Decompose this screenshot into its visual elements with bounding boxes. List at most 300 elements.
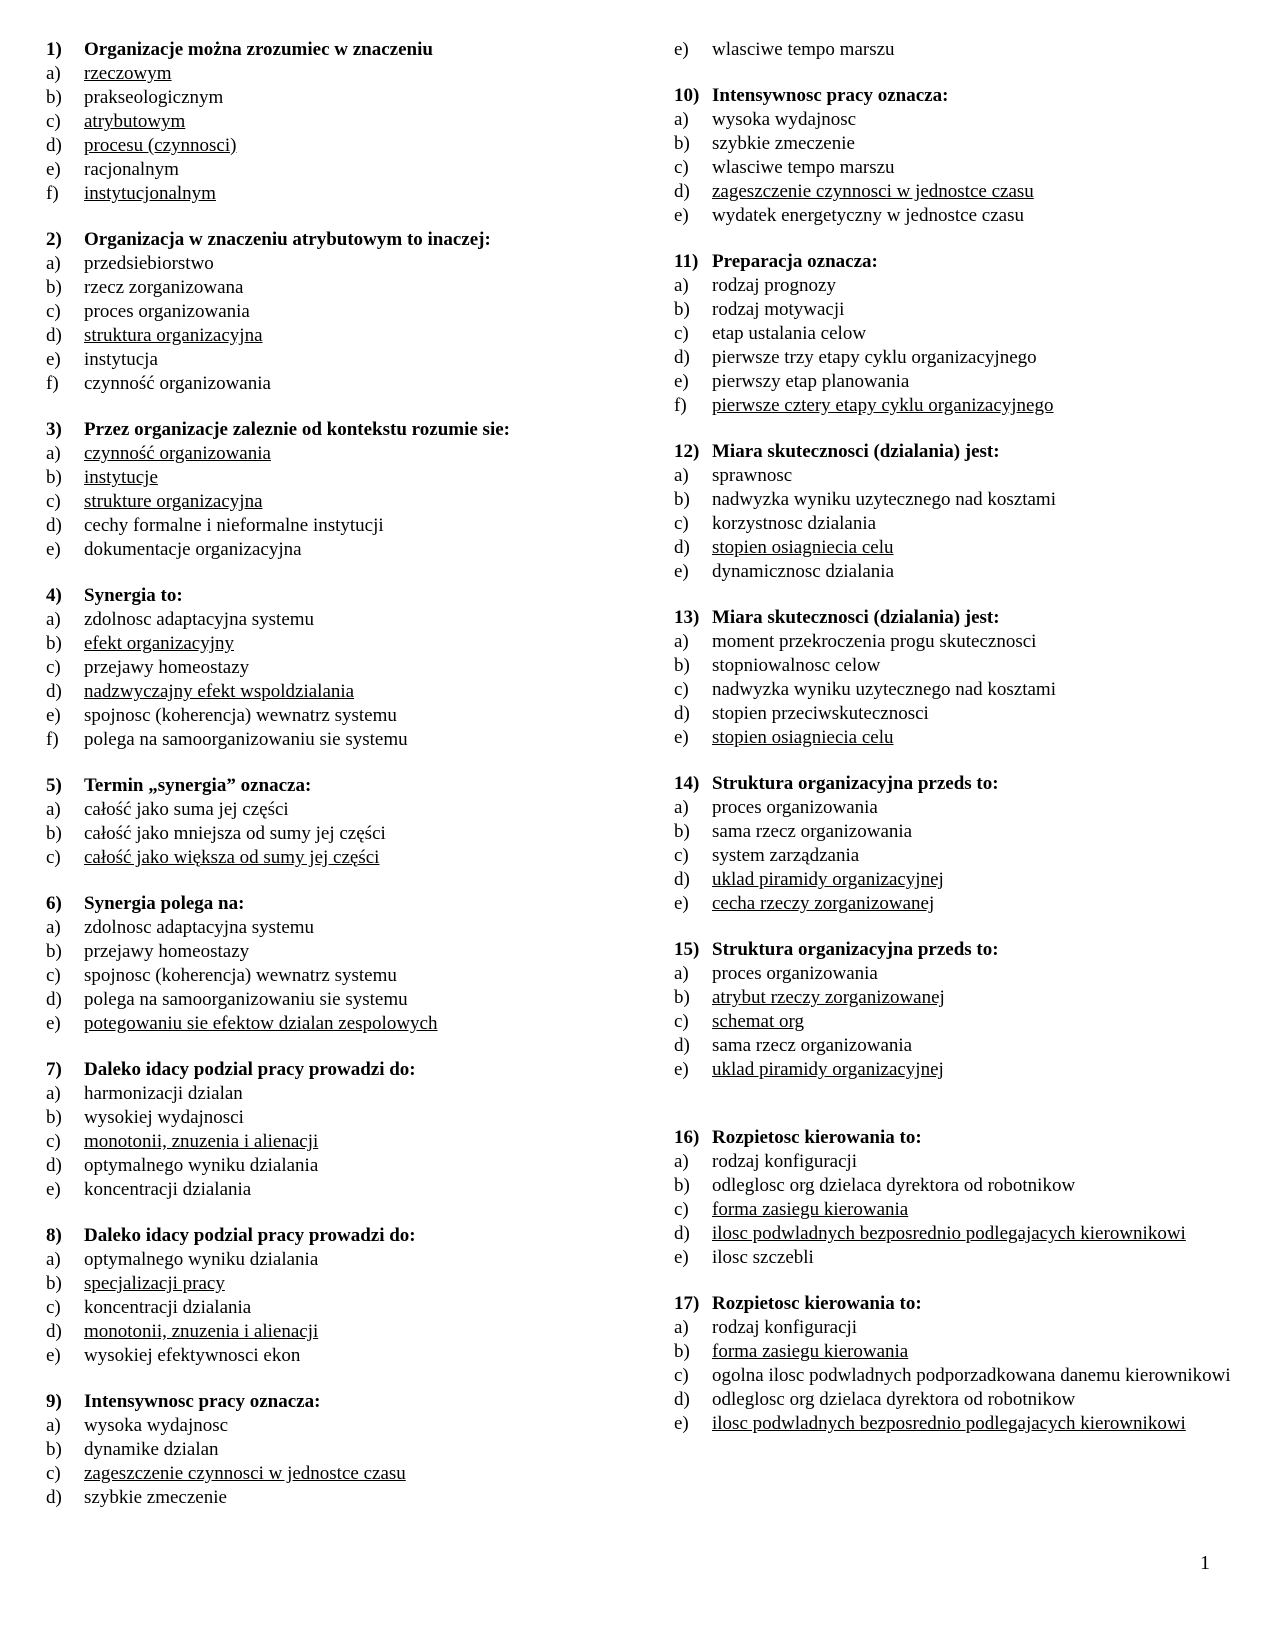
option-letter: d): [46, 1487, 62, 1508]
answer-option: [46, 940, 656, 964]
answer-option: [46, 348, 656, 372]
answer-option: [46, 62, 656, 86]
option-text: ilosc szczebli: [712, 1247, 814, 1268]
question-title: [46, 418, 656, 442]
answer-option: [46, 1178, 656, 1202]
question-number: 12): [674, 441, 700, 462]
option-letter: d): [46, 681, 62, 702]
question-number: 17): [674, 1293, 700, 1314]
left-column: [46, 38, 656, 1532]
option-letter: c): [46, 847, 61, 868]
option-letter: d): [674, 703, 690, 724]
option-letter: c): [46, 657, 61, 678]
question-title: [46, 228, 656, 252]
answer-option: [674, 512, 1234, 536]
option-letter: a): [46, 443, 61, 464]
option-letter: b): [674, 1175, 690, 1196]
answer-option: [674, 962, 1234, 986]
option-letter: a): [46, 1083, 61, 1104]
question-number: 10): [674, 85, 700, 106]
option-text-correct: uklad piramidy organizacyjnej: [712, 1059, 944, 1080]
answer-option: [46, 1012, 656, 1036]
answer-option: [46, 1486, 656, 1510]
answer-option: [46, 466, 656, 490]
option-letter: c): [674, 845, 689, 866]
option-letter: d): [674, 1223, 690, 1244]
answer-option: [674, 726, 1234, 750]
option-text-correct: monotonii, znuzenia i alienacji: [84, 1321, 319, 1342]
option-text: wysoka wydajnosc: [84, 1415, 229, 1436]
question-text: Struktura organizacyjna przeds to:: [712, 773, 999, 794]
option-letter: e): [674, 893, 689, 914]
answer-option: [674, 560, 1234, 584]
answer-option: [46, 846, 656, 870]
option-letter: c): [46, 111, 61, 132]
option-text: rzecz zorganizowana: [84, 277, 244, 298]
option-text: szybkie zmeczenie: [84, 1487, 227, 1508]
question-block: [674, 938, 1234, 1082]
option-text: przedsiebiorstwo: [84, 253, 214, 274]
option-letter: a): [674, 275, 689, 296]
question-title: [674, 250, 1234, 274]
option-letter: a): [674, 109, 689, 130]
option-text: zdolnosc adaptacyjna systemu: [84, 917, 315, 938]
answer-option: [46, 1154, 656, 1178]
option-text-correct: atrybut rzeczy zorganizowanej: [712, 987, 945, 1008]
option-text: nadwyzka wyniku uzytecznego nad kosztami: [712, 679, 1056, 700]
option-letter: e): [674, 39, 689, 60]
option-text-correct: schemat org: [712, 1011, 804, 1032]
answer-option: [46, 1320, 656, 1344]
option-text: koncentracji dzialania: [84, 1179, 252, 1200]
option-text: prakseologicznym: [84, 87, 224, 108]
option-text: odleglosc org dzielaca dyrektora od robotnikow: [712, 1389, 1076, 1410]
question-title: [46, 38, 656, 62]
question-number: 9): [46, 1391, 62, 1412]
option-letter: f): [46, 183, 59, 204]
option-letter: a): [674, 465, 689, 486]
option-letter: d): [46, 515, 62, 536]
answer-option: [46, 276, 656, 300]
question-block: [674, 84, 1234, 228]
question-text: Organizacja w znaczeniu atrybutowym to inaczej:: [84, 229, 491, 250]
option-letter: b): [46, 1107, 62, 1128]
option-text: sama rzecz organizowania: [712, 1035, 913, 1056]
question-title: [46, 584, 656, 608]
option-text: przejawy homeostazy: [84, 657, 250, 678]
option-letter: a): [46, 63, 61, 84]
answer-option: [674, 1058, 1234, 1082]
question-title: [674, 1126, 1234, 1150]
option-letter: b): [46, 467, 62, 488]
answer-option: [674, 298, 1234, 322]
answer-option: [674, 1388, 1234, 1412]
option-letter: e): [46, 705, 61, 726]
answer-option: [674, 488, 1234, 512]
option-letter: c): [46, 1297, 61, 1318]
option-text-correct: strukture organizacyjna: [84, 491, 263, 512]
question-number: 3): [46, 419, 62, 440]
answer-option: [46, 514, 656, 538]
option-text: korzystnosc dzialania: [712, 513, 877, 534]
answer-option: [46, 656, 656, 680]
option-text-correct: instytucjonalnym: [84, 183, 216, 204]
option-text: rodzaj konfiguracji: [712, 1317, 858, 1338]
option-text-correct: atrybutowym: [84, 111, 186, 132]
question-block: [46, 1058, 656, 1202]
answer-option: [674, 346, 1234, 370]
option-letter: b): [674, 133, 690, 154]
question-number: 6): [46, 893, 62, 914]
option-text-correct: stopien osiagniecia celu: [712, 537, 894, 558]
option-letter: f): [674, 395, 687, 416]
answer-option: [674, 844, 1234, 868]
question-block: [46, 418, 656, 562]
option-letter: e): [674, 1247, 689, 1268]
question-block: [674, 1126, 1234, 1270]
answer-option: [46, 704, 656, 728]
question-text: Miara skutecznosci (dzialania) jest:: [712, 607, 1000, 628]
question-number: 8): [46, 1225, 62, 1246]
option-letter: a): [46, 253, 61, 274]
option-text-correct: specjalizacji pracy: [84, 1273, 225, 1294]
question-text: Organizacje można zrozumiec w znaczeniu: [84, 39, 433, 60]
option-text: rodzaj motywacji: [712, 299, 845, 320]
answer-option: [46, 1248, 656, 1272]
question-title: [674, 606, 1234, 630]
option-letter: e): [674, 1413, 689, 1434]
option-text: sama rzecz organizowania: [712, 821, 913, 842]
answer-option: [46, 300, 656, 324]
answer-option: [674, 108, 1234, 132]
question-number: 15): [674, 939, 700, 960]
option-letter: d): [674, 537, 690, 558]
option-letter: d): [46, 135, 62, 156]
option-letter: c): [46, 491, 61, 512]
answer-option: [674, 132, 1234, 156]
question-number: 1): [46, 39, 62, 60]
option-letter: c): [674, 1365, 689, 1386]
question-number: 14): [674, 773, 700, 794]
option-letter: b): [674, 299, 690, 320]
answer-option: [46, 134, 656, 158]
option-text-correct: cecha rzeczy zorganizowanej: [712, 893, 935, 914]
option-text: koncentracji dzialania: [84, 1297, 252, 1318]
option-text: optymalnego wyniku dzialania: [84, 1249, 319, 1270]
option-text-correct: monotonii, znuzenia i alienacji: [84, 1131, 319, 1152]
option-letter: e): [46, 1013, 61, 1034]
question-number: 5): [46, 775, 62, 796]
option-letter: a): [674, 797, 689, 818]
answer-option: [46, 916, 656, 940]
question-text: Przez organizacje zaleznie od kontekstu rozumie sie:: [84, 419, 510, 440]
option-text: system zarządzania: [712, 845, 860, 866]
answer-option: [46, 538, 656, 562]
answer-option: [46, 490, 656, 514]
option-text: sprawnosc: [712, 465, 793, 486]
option-letter: b): [674, 655, 690, 676]
answer-option: [46, 1082, 656, 1106]
option-letter: d): [46, 325, 62, 346]
answer-option: [674, 986, 1234, 1010]
option-letter: e): [674, 1059, 689, 1080]
right-column: [674, 38, 1234, 1458]
answer-option: [46, 1106, 656, 1130]
option-text: proces organizowania: [712, 797, 878, 818]
option-text-correct: zageszczenie czynnosci w jednostce czasu: [712, 181, 1034, 202]
option-text: dynamicznosc dzialania: [712, 561, 895, 582]
option-text-correct: procesu (czynnosci): [84, 135, 237, 156]
option-text: rodzaj prognozy: [712, 275, 836, 296]
option-text-correct: ilosc podwladnych bezposrednio podlegajacych kierownikowi: [712, 1223, 1186, 1244]
option-text-correct: uklad piramidy organizacyjnej: [712, 869, 944, 890]
question-text: Synergia polega na:: [84, 893, 245, 914]
answer-option: [674, 536, 1234, 560]
answer-option: [674, 1034, 1234, 1058]
option-letter: a): [46, 1415, 61, 1436]
question-block: [46, 892, 656, 1036]
answer-option: [674, 1316, 1234, 1340]
option-letter: c): [674, 513, 689, 534]
option-letter: d): [674, 347, 690, 368]
option-letter: a): [674, 1317, 689, 1338]
option-text: wlasciwe tempo marszu: [712, 39, 895, 60]
answer-option: [46, 1344, 656, 1368]
option-letter: a): [46, 609, 61, 630]
answer-option: [46, 680, 656, 704]
option-text: stopniowalnosc celow: [712, 655, 881, 676]
option-letter: e): [674, 371, 689, 392]
question-title: [46, 774, 656, 798]
option-letter: a): [46, 799, 61, 820]
question-block: [46, 1224, 656, 1368]
option-text: czynność organizowania: [84, 373, 271, 394]
question-block: [674, 250, 1234, 418]
question-block: [674, 440, 1234, 584]
question-text: Rozpietosc kierowania to:: [712, 1293, 922, 1314]
answer-option: [46, 442, 656, 466]
answer-option: [674, 1246, 1234, 1270]
answer-option: [46, 1462, 656, 1486]
question-text: Preparacja oznacza:: [712, 251, 878, 272]
answer-option: [674, 156, 1234, 180]
question-block: [46, 1390, 656, 1510]
option-letter: b): [674, 1341, 690, 1362]
option-text: moment przekroczenia progu skutecznosci: [712, 631, 1037, 652]
question-block: [674, 606, 1234, 750]
option-text: harmonizacji dzialan: [84, 1083, 243, 1104]
question-text: Daleko idacy podzial pracy prowadzi do:: [84, 1059, 416, 1080]
option-text: wysokiej wydajnosci: [84, 1107, 244, 1128]
question-title: [674, 1292, 1234, 1316]
answer-option: [46, 1130, 656, 1154]
option-letter: f): [46, 729, 59, 750]
answer-option: [46, 608, 656, 632]
option-text: proces organizowania: [712, 963, 878, 984]
question-title: [674, 440, 1234, 464]
option-text-correct: czynność organizowania: [84, 443, 271, 464]
option-text: polega na samoorganizowaniu sie systemu: [84, 989, 408, 1010]
option-text: zdolnosc adaptacyjna systemu: [84, 609, 315, 630]
answer-option: [674, 322, 1234, 346]
option-text: przejawy homeostazy: [84, 941, 250, 962]
option-text: etap ustalania celow: [712, 323, 867, 344]
option-letter: c): [674, 679, 689, 700]
option-letter: e): [46, 1179, 61, 1200]
question-block: [46, 774, 656, 870]
answer-option: [674, 654, 1234, 678]
answer-option: [46, 372, 656, 396]
question-title: [46, 1390, 656, 1414]
answer-option: [46, 1414, 656, 1438]
question-block: [674, 38, 1234, 62]
option-letter: b): [46, 87, 62, 108]
answer-option: [674, 464, 1234, 488]
option-text: szybkie zmeczenie: [712, 133, 855, 154]
answer-option: [674, 678, 1234, 702]
option-text-correct: całość jako większa od sumy jej części: [84, 847, 380, 868]
option-letter: b): [674, 489, 690, 510]
option-text-correct: potegowaniu sie efektow dzialan zespolowych: [84, 1013, 438, 1034]
option-letter: b): [46, 823, 62, 844]
answer-option: [674, 892, 1234, 916]
option-text: pierwszy etap planowania: [712, 371, 910, 392]
option-text: odleglosc org dzielaca dyrektora od robotnikow: [712, 1175, 1076, 1196]
answer-option: [674, 820, 1234, 844]
question-block: [674, 1292, 1234, 1436]
option-text-correct: rzeczowym: [84, 63, 172, 84]
option-text: ogolna ilosc podwladnych podporzadkowana danemu kierownikowi: [712, 1365, 1231, 1386]
answer-option: [674, 180, 1234, 204]
question-number: 16): [674, 1127, 700, 1148]
question-block: [46, 38, 656, 206]
answer-option: [46, 798, 656, 822]
question-block: [46, 228, 656, 396]
option-text: pierwsze trzy etapy cyklu organizacyjnego: [712, 347, 1037, 368]
option-letter: c): [674, 1199, 689, 1220]
option-letter: d): [674, 1035, 690, 1056]
answer-option: [46, 632, 656, 656]
question-number: 2): [46, 229, 62, 250]
question-text: Intensywnosc pracy oznacza:: [84, 1391, 321, 1412]
answer-option: [674, 1340, 1234, 1364]
option-letter: e): [674, 727, 689, 748]
option-text-correct: forma zasiegu kierowania: [712, 1341, 909, 1362]
option-letter: e): [46, 539, 61, 560]
option-text: polega na samoorganizowaniu sie systemu: [84, 729, 408, 750]
question-text: Miara skutecznosci (dzialania) jest:: [712, 441, 1000, 462]
answer-option: [674, 1412, 1234, 1436]
option-letter: a): [674, 963, 689, 984]
question-text: Intensywnosc pracy oznacza:: [712, 85, 949, 106]
option-text-correct: struktura organizacyjna: [84, 325, 263, 346]
answer-option: [46, 86, 656, 110]
answer-option: [46, 110, 656, 134]
option-letter: e): [46, 1345, 61, 1366]
option-letter: c): [674, 323, 689, 344]
answer-option: [674, 204, 1234, 228]
option-letter: b): [46, 277, 62, 298]
answer-option: [674, 1364, 1234, 1388]
option-text-correct: efekt organizacyjny: [84, 633, 234, 654]
answer-option: [674, 1150, 1234, 1174]
option-text-correct: pierwsze cztery etapy cyklu organizacyjnego: [712, 395, 1054, 416]
answer-option: [46, 1438, 656, 1462]
answer-option: [674, 38, 1234, 62]
answer-option: [674, 630, 1234, 654]
option-text: spojnosc (koherencja) wewnatrz systemu: [84, 965, 397, 986]
option-letter: e): [674, 561, 689, 582]
option-letter: a): [674, 1151, 689, 1172]
answer-option: [674, 868, 1234, 892]
option-text: dynamike dzialan: [84, 1439, 219, 1460]
question-number: 11): [674, 251, 699, 272]
option-letter: c): [46, 965, 61, 986]
option-text: wysokiej efektywnosci ekon: [84, 1345, 301, 1366]
question-number: 4): [46, 585, 62, 606]
option-text: całość jako mniejsza od sumy jej części: [84, 823, 386, 844]
option-text-correct: stopien osiagniecia celu: [712, 727, 894, 748]
option-letter: c): [674, 1011, 689, 1032]
option-text: stopien przeciwskutecznosci: [712, 703, 929, 724]
question-number: 7): [46, 1059, 62, 1080]
option-text: proces organizowania: [84, 301, 250, 322]
question-number: 13): [674, 607, 700, 628]
answer-option: [674, 702, 1234, 726]
option-letter: d): [46, 1321, 62, 1342]
option-letter: f): [46, 373, 59, 394]
option-letter: b): [674, 987, 690, 1008]
option-text: nadwyzka wyniku uzytecznego nad kosztami: [712, 489, 1056, 510]
option-text: cechy formalne i nieformalne instytucji: [84, 515, 384, 536]
option-text: instytucja: [84, 349, 158, 370]
option-letter: b): [46, 1439, 62, 1460]
option-letter: a): [46, 917, 61, 938]
option-letter: e): [674, 205, 689, 226]
answer-option: [674, 274, 1234, 298]
option-letter: b): [46, 633, 62, 654]
question-text: Struktura organizacyjna przeds to:: [712, 939, 999, 960]
answer-option: [46, 324, 656, 348]
answer-option: [46, 1272, 656, 1296]
option-text-correct: zageszczenie czynnosci w jednostce czasu: [84, 1463, 406, 1484]
answer-option: [46, 182, 656, 206]
option-text: wysoka wydajnosc: [712, 109, 857, 130]
answer-option: [674, 1198, 1234, 1222]
option-text-correct: instytucje: [84, 467, 158, 488]
option-text: racjonalnym: [84, 159, 179, 180]
question-title: [674, 84, 1234, 108]
option-text-correct: ilosc podwladnych bezposrednio podlegajacych kierownikowi: [712, 1413, 1186, 1434]
question-title: [46, 1058, 656, 1082]
option-letter: b): [46, 941, 62, 962]
answer-option: [46, 988, 656, 1012]
option-letter: e): [46, 349, 61, 370]
answer-option: [674, 796, 1234, 820]
option-letter: c): [46, 1463, 61, 1484]
question-block: [46, 584, 656, 752]
option-text-correct: forma zasiegu kierowania: [712, 1199, 909, 1220]
question-text: Rozpietosc kierowania to:: [712, 1127, 922, 1148]
answer-option: [674, 370, 1234, 394]
answer-option: [674, 1010, 1234, 1034]
option-letter: d): [674, 869, 690, 890]
question-title: [674, 938, 1234, 962]
page-number: 1: [1200, 1552, 1210, 1574]
option-letter: d): [46, 1155, 62, 1176]
option-letter: c): [46, 301, 61, 322]
option-text: wydatek energetyczny w jednostce czasu: [712, 205, 1024, 226]
